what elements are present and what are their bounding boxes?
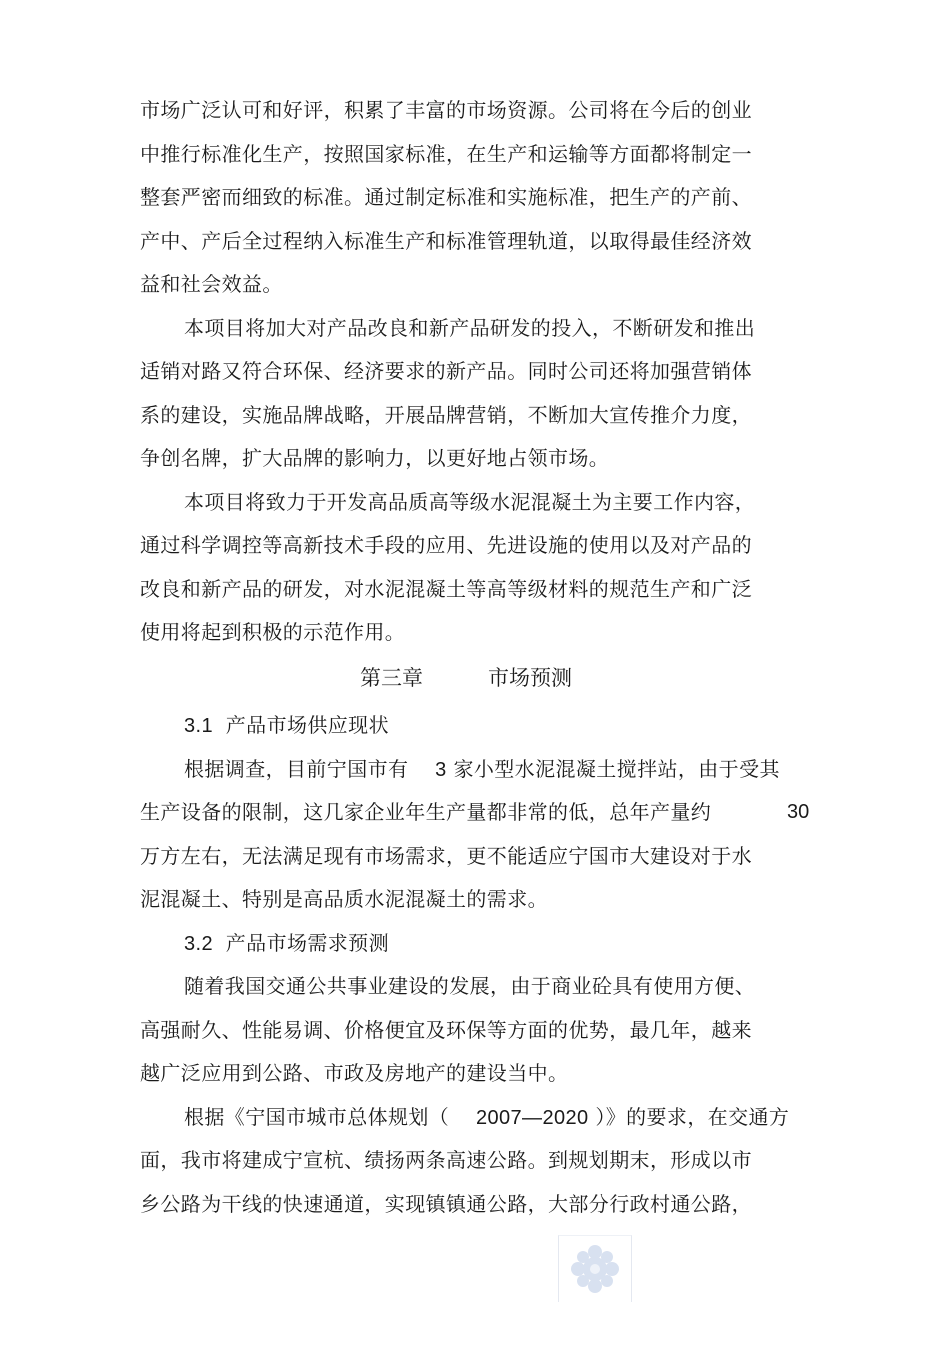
paragraph-4-line-4: 泥混凝土、特别是高品质水泥混凝土的需求。 bbox=[140, 887, 548, 911]
paragraph-6-line-3: 乡公路为干线的快速通道，实现镇镇通公路，大部分行政村通公路， bbox=[140, 1192, 752, 1216]
paragraph-2-line-3: 系的建设，实施品牌战略，开展品牌营销，不断加大宣传推介力度， bbox=[140, 403, 752, 427]
paragraph-1-line-3: 整套严密而细致的标准。通过制定标准和实施标准，把生产的产前、 bbox=[140, 185, 752, 209]
paragraph-6-years: 2007—2020 bbox=[475, 1107, 589, 1129]
paragraph-6-line-1 bbox=[184, 1104, 789, 1131]
paragraph-1-line-1: 市场广泛认可和好评，积累了丰富的市场资源。公司将在今后的创业 bbox=[140, 98, 752, 122]
paragraph-5-line-2: 高强耐久、性能易调、价格便宜及环保等方面的优势，最几年，越来 bbox=[140, 1018, 752, 1042]
paragraph-2-line-1: 本项目将加大对产品改良和新产品研发的投入，不断研发和推出 bbox=[184, 316, 756, 340]
chapter-title: 市场预测 bbox=[488, 666, 572, 690]
section-3-1-number: 3.1 bbox=[184, 715, 214, 737]
paragraph-4-line-1-b: 家小型水泥混凝土搅拌站，由于受其 bbox=[453, 757, 780, 781]
section-3-2-number: 3.2 bbox=[184, 933, 214, 955]
section-3-2-heading bbox=[184, 930, 389, 957]
paragraph-3-line-3: 改良和新产品的研发，对水泥混凝土等高等级材料的规范生产和广泛 bbox=[140, 577, 752, 601]
chapter-number: 第三章 bbox=[360, 666, 423, 690]
paragraph-1-line-2: 中推行标准化生产，按照国家标准，在生产和运输等方面都将制定一 bbox=[140, 142, 752, 166]
paragraph-4-line-3: 万方左右，无法满足现有市场需求，更不能适应宁国市大建设对于水 bbox=[140, 844, 752, 868]
watermark-logo bbox=[558, 1235, 632, 1302]
paragraph-6-line-2: 面，我市将建成宁宣杭、绩扬两条高速公路。到规划期末，形成以市 bbox=[140, 1148, 752, 1172]
paragraph-5-line-3: 越广泛应用到公路、市政及房地产的建设当中。 bbox=[140, 1061, 569, 1085]
paragraph-1-line-4: 产中、产后全过程纳入标准生产和标准管理轨道，以取得最佳经济效 bbox=[140, 229, 752, 253]
paragraph-4-number: 3 bbox=[435, 759, 447, 781]
section-3-1-heading bbox=[184, 712, 389, 739]
paragraph-3-line-2: 通过科学调控等高新技术手段的应用、先进设施的使用以及对产品的 bbox=[140, 533, 752, 557]
paragraph-3-line-1: 本项目将致力于开发高品质高等级水泥混凝土为主要工作内容， bbox=[184, 490, 756, 514]
paragraph-3-line-4: 使用将起到积极的示范作用。 bbox=[140, 620, 406, 644]
paragraph-5-line-1: 随着我国交通公共事业建设的发展，由于商业砼具有使用方便、 bbox=[184, 974, 756, 998]
paragraph-4-line-1 bbox=[184, 756, 780, 783]
paragraph-4-line-1-a: 根据调查，目前宁国市有 bbox=[184, 757, 409, 781]
paragraph-6-line-1-b: ）》的要求，在交通方 bbox=[595, 1105, 790, 1129]
paragraph-6-line-1-a: 根据《宁国市城市总体规划（ bbox=[184, 1105, 450, 1129]
section-3-1-title: 产品市场供应现状 bbox=[225, 713, 389, 737]
paragraph-1-line-5: 益和社会效益。 bbox=[140, 272, 283, 296]
paragraph-4-line-2-number: 30 bbox=[787, 801, 810, 823]
paragraph-2-line-4: 争创名牌，扩大品牌的影响力，以更好地占领市场。 bbox=[140, 446, 610, 470]
paragraph-2-line-2: 适销对路又符合环保、经济要求的新产品。同时公司还将加强营销体 bbox=[140, 359, 752, 383]
paragraph-4-line-2: 生产设备的限制，这几家企业年生产量都非常的低，总年产量约 bbox=[140, 800, 712, 824]
snowflake-logo-icon bbox=[559, 1236, 631, 1302]
section-3-2-title: 产品市场需求预测 bbox=[225, 931, 389, 955]
